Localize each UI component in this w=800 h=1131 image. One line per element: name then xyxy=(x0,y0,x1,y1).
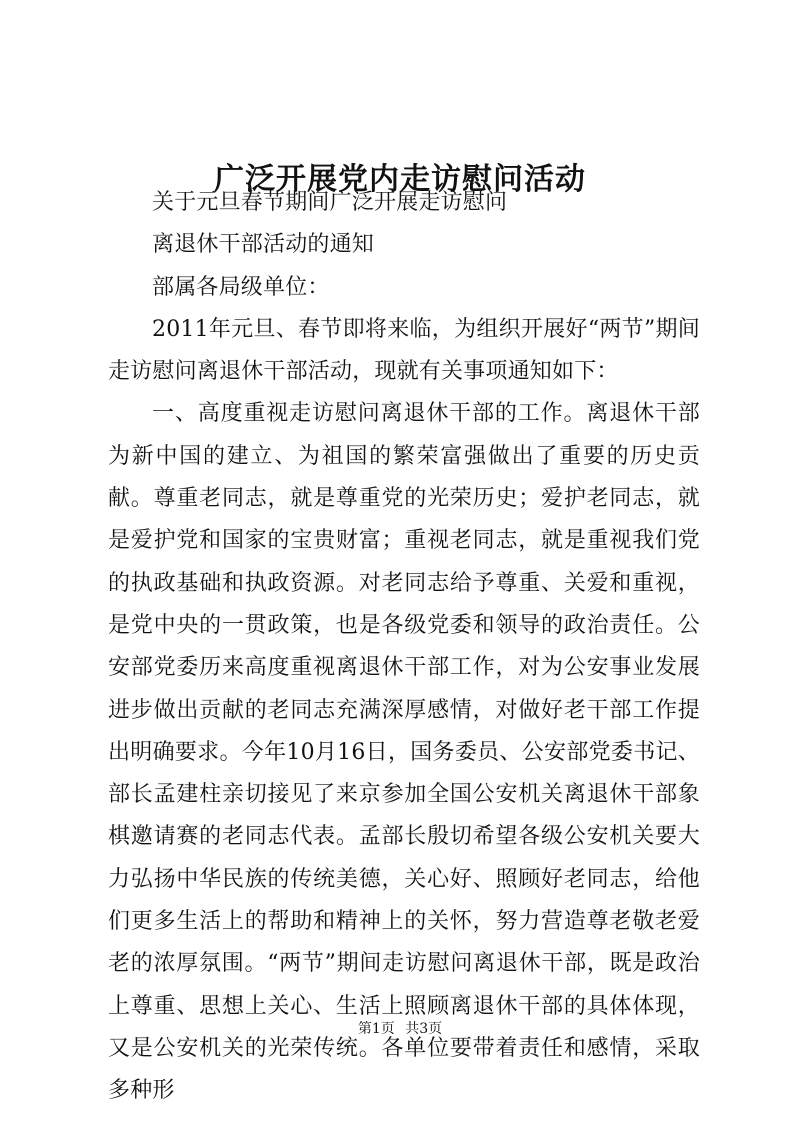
page-footer xyxy=(0,1019,800,1039)
subtitle-line-2: 离退休干部活动的通知 xyxy=(152,232,375,258)
salutation: 部属各局级单位： xyxy=(152,274,330,300)
subtitle-line-1: 关于元旦春节期间广泛开展走访慰问 xyxy=(152,190,508,215)
document-title: 广泛开展党内走访慰问活动 xyxy=(214,162,586,198)
page-number: 第1页 xyxy=(357,1021,395,1037)
page-total: 共3页 xyxy=(405,1021,443,1037)
intro-paragraph: 2011年元旦、春节即将来临，为组织开展好“两节”期间走访慰问离退休干部活动，现就有关事项通知如下： xyxy=(108,316,700,385)
document-body xyxy=(108,182,700,1113)
section-one-paragraph: 一、高度重视走访慰问离退休干部的工作。离退休干部为新中国的建立、为祖国的繁荣富强做出了重要的历史贡献。尊重老同志，就是尊重党的光荣历史；爱护老同志，就是爱护党和国家的宝贵财富；重视老同志，就是重视我们党的执政基础和执政资源。对老同志给予尊重、关爱和重视，是党中央的一贯政策，也是各级党委和领导的政治责任。公安部党委历来高度重视离退休干部工作，对为公安事业发展进步做出贡献的老同志充满深厚感情，对做好老干部工作提出明确要求。今年10月16日，国务委员、公安部党委书记、部长孟建柱亲切接见了来京参加全国公安机关离退休干部象棋邀请赛的老同志代表。孟部长殷切希望各级公安机关要大力弘扬中华民族的传统美德，关心好、照顾好老同志，给他们更多生活上的帮助和精神上的关怀，努力营造尊老敬老爱老的浓厚氛围。“两节”期间走访慰问离退休干部，既是政治上尊重、思想上关心、生活上照顾离退休干部的具体体现，又是公安机关的光荣传统。各单位要带着责任和感情，采取多种形 xyxy=(108,401,700,1104)
